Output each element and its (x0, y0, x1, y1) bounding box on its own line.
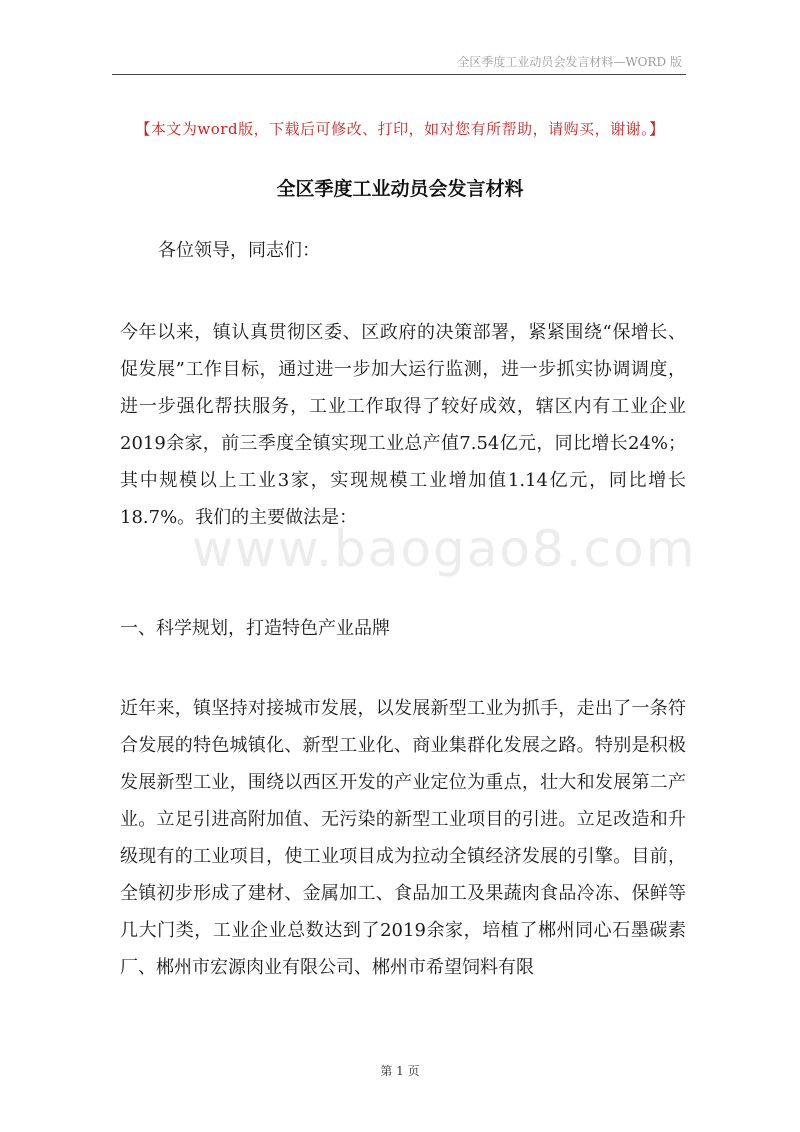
body-paragraph: 今年以来，镇认真贯彻区委、区政府的决策部署，紧紧围绕“保增长、促发展”工作目标，通过进一步加大运行监测，进一步抓实协调调度，进一步强化帮扶服务，工业工作取得了较好成效，辖区内有工业企业2019余家，前三季度全镇实现工业总产值7.54亿元，同比增长24%；其中规模以上工业3家，实现规模工业增加值1.14亿元，同比增长18.7%。我们的主要做法是： (120, 322, 686, 528)
salutation: 各位领导，同志们： (158, 240, 320, 261)
site-watermark: www.baogao8.com (192, 520, 697, 578)
body-paragraph: 近年来，镇坚持对接城市发展，以发展新型工业为抓手，走出了一条符合发展的特色城镇化、新型工业化、商业集群化发展之路。特别是积极发展新型工业，围绕以西区开发的产业定位为重点，壮大和发展第二产业。立足引进高附加值、无污染的新型工业项目的引进。立足改造和升级现有的工业项目，使工业项目成为拉动全镇经济发展的引擎。目前，全镇初步形成了建材、金属加工、食品加工及果蔬肉食品冷冻、保鲜等几大门类，工业企业总数达到了2019余家，培植了郴州同心石墨碳素厂、郴州市宏源肉业有限公司、郴州市希望饲料有限 (120, 698, 686, 978)
header-divider (112, 74, 686, 75)
purchase-notice: 【本文为word版，下载后可修改、打印，如对您有所帮助，请购买，谢谢。】 (135, 120, 665, 138)
page-number: 第 1 页 (380, 1064, 420, 1078)
section-heading: 一、科学规划，打造特色产业品牌 (120, 618, 390, 639)
running-header: 全区季度工业动员会发言材料—WORD 版 (457, 55, 682, 69)
document-title: 全区季度工业动员会发言材料 (276, 178, 524, 200)
